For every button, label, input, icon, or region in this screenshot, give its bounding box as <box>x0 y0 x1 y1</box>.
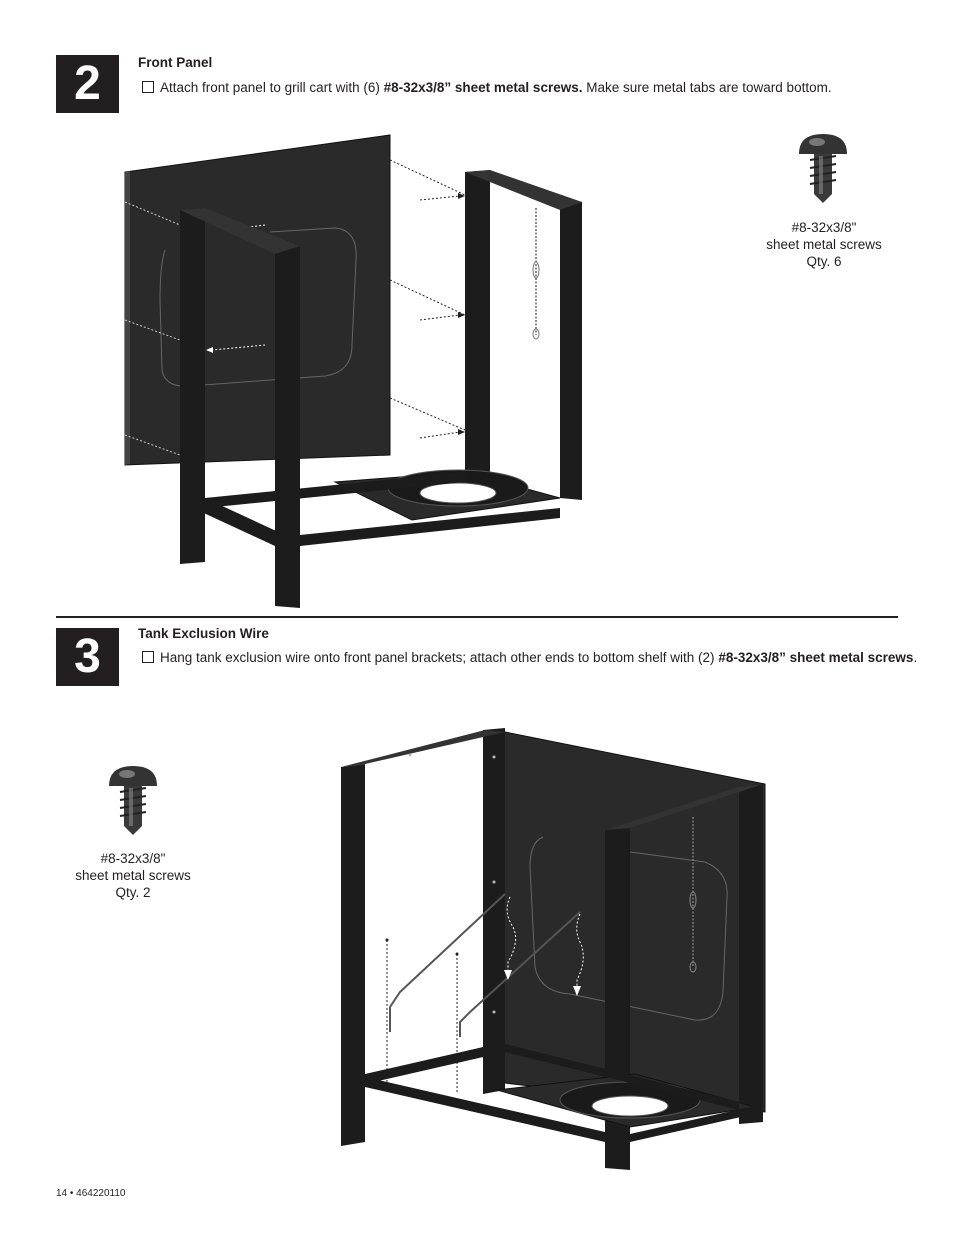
screw-quantity: Qty. 6 <box>806 254 842 269</box>
instruction-hardware: #8-32x3/8” sheet metal screws <box>718 650 914 665</box>
instruction-text-end: . <box>913 650 918 665</box>
screw-size: #8-32x3/8" <box>100 851 166 866</box>
checkbox-icon <box>142 81 154 93</box>
page-footer: 14 • 464220110 <box>56 1188 126 1199</box>
step-number-badge: 2 <box>56 55 119 113</box>
front-panel-assembly-illustration <box>120 130 600 612</box>
step-instruction <box>142 650 917 665</box>
instruction-hardware: #8-32x3/8” sheet metal screws. <box>383 80 583 95</box>
screw-caption <box>58 850 208 901</box>
sheet-metal-screw-icon <box>107 764 159 836</box>
instruction-text-end: Make sure metal tabs are toward bottom. <box>582 80 832 95</box>
step-number-badge: 3 <box>56 628 119 686</box>
instruction-text: Attach front panel to grill cart with (6) <box>160 80 384 95</box>
section-divider <box>56 616 898 618</box>
screw-type: sheet metal screws <box>766 237 882 252</box>
step-title: Tank Exclusion Wire <box>138 626 269 641</box>
tank-exclusion-wire-illustration <box>335 722 775 1172</box>
instruction-text: Hang tank exclusion wire onto front panel brackets; attach other ends to bottom shelf with (2) <box>160 650 719 665</box>
screw-quantity: Qty. 2 <box>115 885 151 900</box>
step-instruction <box>142 80 832 95</box>
screw-type: sheet metal screws <box>75 868 191 883</box>
screw-caption <box>749 219 899 270</box>
checkbox-icon <box>142 651 154 663</box>
sheet-metal-screw-icon <box>797 132 849 204</box>
screw-size: #8-32x3/8" <box>791 220 857 235</box>
step-title: Front Panel <box>138 55 213 70</box>
